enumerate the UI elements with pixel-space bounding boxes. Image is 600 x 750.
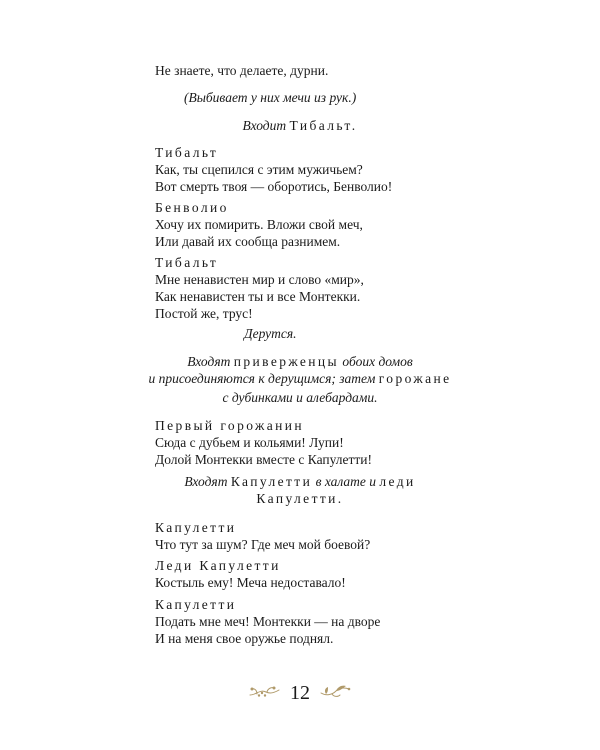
character-name: приверженцы — [233, 354, 340, 369]
character-name: леди — [379, 474, 416, 489]
speaker-name: Тибальт — [155, 255, 219, 270]
stage-direction-text: и присоединяются к дерущимся; затем — [148, 371, 376, 386]
verse-line: Подать мне меч! Монтекки — на дворе — [155, 614, 381, 629]
verse-line: Сюда с дубьем и кольями! Лупи! — [155, 435, 344, 450]
verse-line: Постой же, трус! — [155, 306, 253, 321]
stage-direction: с дубинками и алебардами. — [222, 390, 378, 405]
speaker-name: Капулетти — [155, 597, 237, 612]
speaker-name: Бенволио — [155, 200, 229, 215]
stage-direction-text: в халате и — [315, 474, 377, 489]
verse-line: Что тут за шум? Где меч мой боевой? — [155, 537, 371, 552]
stage-direction-text: Входит — [242, 118, 287, 133]
stage-direction-text: обоих домов — [342, 354, 413, 369]
character-name: Капулетти. — [256, 491, 344, 506]
floral-vine-ornament-icon — [248, 683, 282, 703]
speaker-name: Тибальт — [155, 145, 219, 160]
verse-line: Не знаете, что делаете, дурни. — [155, 63, 329, 78]
stage-direction — [0, 354, 600, 370]
stage-direction-text: Входят — [184, 474, 228, 489]
verse-line: Как, ты сцепился с этим мужичьем? — [155, 162, 363, 177]
verse-line: Как ненавистен ты и все Монтекки. — [155, 289, 361, 304]
verse-line: Костыль ему! Меча недоставало! — [155, 575, 346, 590]
stage-direction — [0, 474, 600, 490]
character-name: Капулетти — [230, 474, 313, 489]
speaker-name: Капулетти — [155, 520, 237, 535]
stage-direction — [0, 371, 600, 387]
verse-line: Долой Монтекки вместе с Капулетти! — [155, 452, 373, 467]
page-number: 12 — [290, 682, 310, 704]
floral-leaf-ornament-icon — [318, 683, 352, 703]
verse-line: Хочу их помирить. Вложи свой меч, — [155, 217, 363, 232]
character-name: горожане — [378, 371, 452, 386]
speaker-name: Леди Капулетти — [155, 558, 281, 573]
verse-line: Мне ненавистен мир и слово «мир», — [155, 272, 364, 287]
verse-line: Вот смерть твоя — оборотись, Бенволио! — [155, 179, 393, 194]
stage-direction — [0, 118, 600, 134]
stage-direction-text: Входят — [187, 354, 231, 369]
stage-direction: (Выбивает у них мечи из рук.) — [184, 90, 357, 105]
verse-line: Или давай их сообща разнимем. — [155, 234, 341, 249]
page-footer — [0, 683, 600, 703]
stage-direction: Дерутся. — [244, 326, 297, 341]
character-name: Тибальт. — [289, 118, 358, 133]
speaker-name: Первый горожанин — [155, 418, 305, 433]
verse-line: И на меня свое оружье поднял. — [155, 631, 334, 646]
